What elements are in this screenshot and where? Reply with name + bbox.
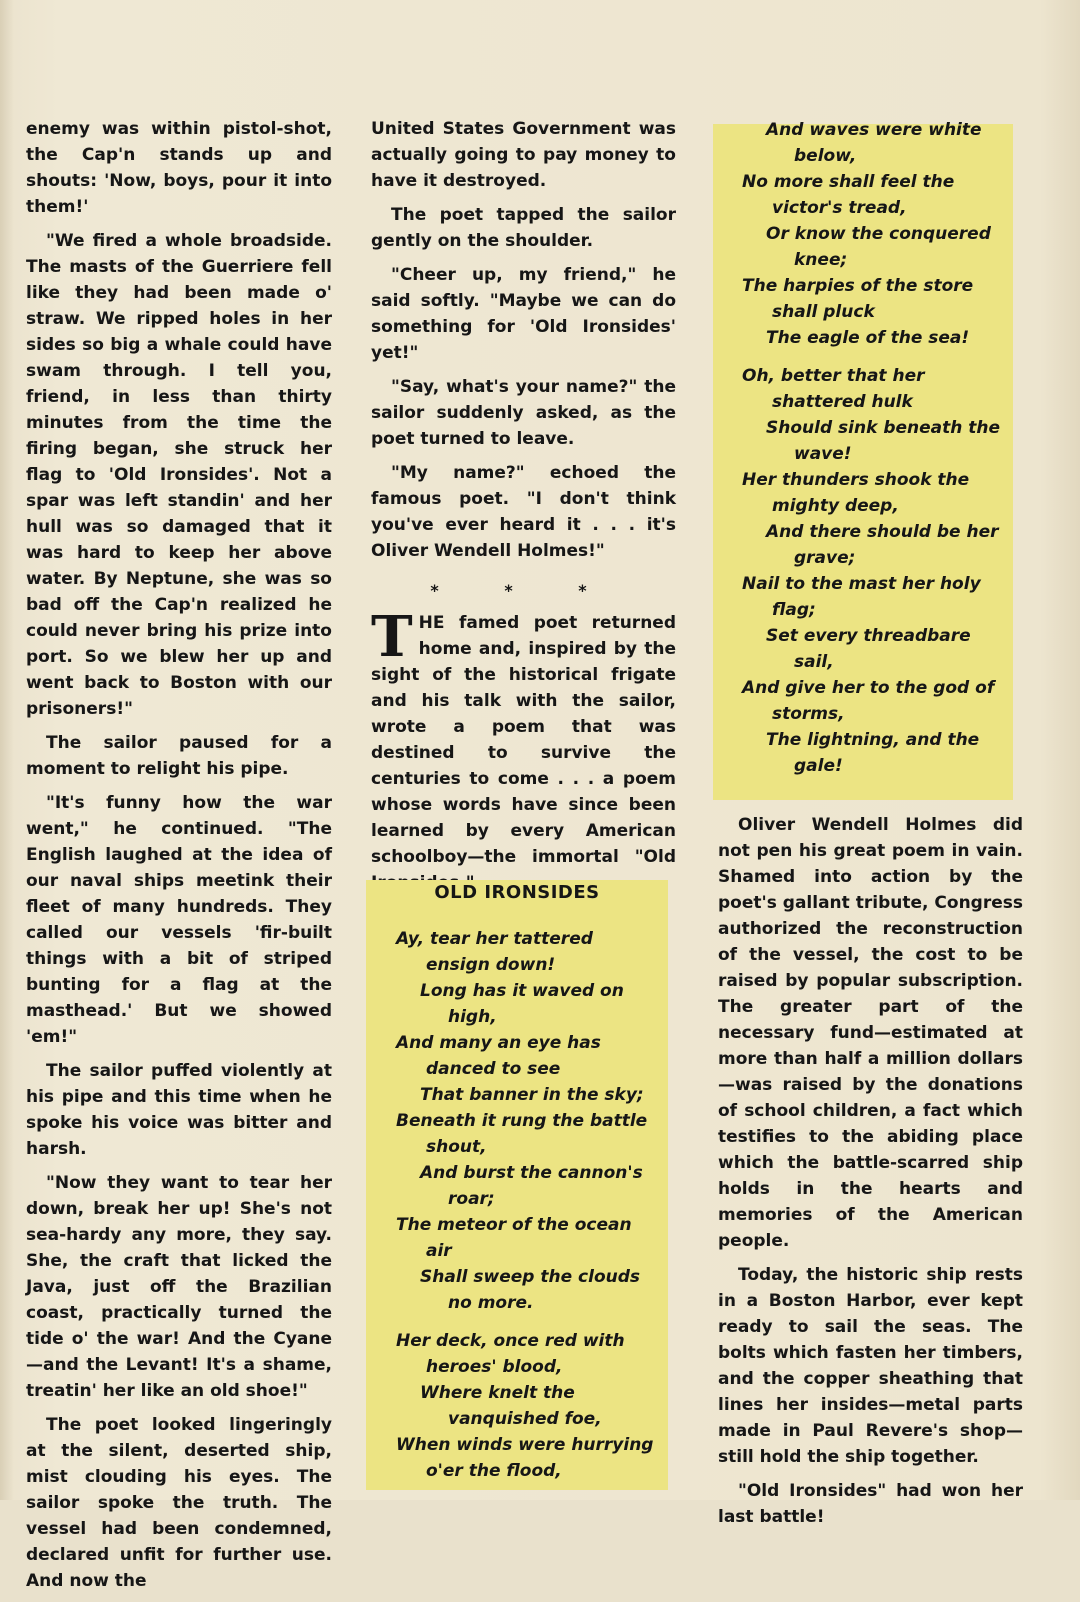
text-column-1 <box>26 116 332 1602</box>
paragraph: Oliver Wendell Holmes did not pen his great poem in vain. Shamed into action by the poet's gallant tribute, Congress authorized the reconstruction of the vessel, the cost to be raised by popular subscription. The greater part of the necessary fund—estimated at more than half a million dollars—was raised by the donations of school children, a fact which testifies to the abiding place which the battle-scarred ship holds in the hearts and memories of the American people. <box>718 815 1023 1251</box>
poem-line: Or know the conquered knee; <box>766 224 991 270</box>
paragraph: "Cheer up, my friend," he said softly. "Maybe we can do something for 'Old Ironsides' yet!" <box>371 265 676 363</box>
section-paragraph-text: HE famed poet returned home and, inspired by the sight of the historical frigate and his talk with the sailor, wrote a poem that was destined to survive the centuries to come . . . a poem whose words have since been learned by every American schoolboy—the immortal "Old <box>371 613 676 867</box>
paragraph: enemy was within pistol-shot, the Cap'n stands up and shouts: 'Now, boys, pour it into them!' <box>26 119 332 217</box>
poem-line: Ay, tear her tattered ensign down! <box>396 929 593 975</box>
poem-stanza-2-continued <box>742 117 1006 351</box>
paragraph: The sailor paused for a moment to relight his pipe. <box>26 733 332 779</box>
poem-stanza-3 <box>742 363 1006 779</box>
poem-line: When winds were hurrying o'er the flood, <box>396 1435 654 1481</box>
poem-line: Oh, better that her shattered hulk <box>742 366 925 412</box>
poem-line: The lightning, and the gale! <box>766 730 980 776</box>
poem-stanza-1 <box>396 926 658 1316</box>
poem-line: Should sink beneath the wave! <box>766 418 1001 464</box>
paragraph: "It's funny how the war went," he continued. "The English laughed at the idea of our naval ships meetink their fleet of many hundreds. They called our vessels 'fir-built things with a bit of striped bunting for a flag at the masthead.' But we showed 'em!" <box>26 793 332 1047</box>
poem-line: Her deck, once red with heroes' blood, <box>396 1331 625 1377</box>
poem-line: Nail to the mast her holy flag; <box>742 574 981 620</box>
paragraph: The poet looked lingeringly at the silent, deserted ship, mist clouding his eyes. The sailor spoke the truth. The vessel had been condemned, declared unfit for further use. And now the <box>26 1415 332 1591</box>
poem-line: Shall sweep the clouds no more. <box>420 1267 641 1313</box>
paragraph: "My name?" echoed the famous poet. "I don't think you've ever heard it . . . it's Oliver Wendell Holmes!" <box>371 463 676 561</box>
poem-line: Long has it waved on high, <box>420 981 624 1027</box>
poem-line: And many an eye has danced to see <box>396 1033 601 1079</box>
poem-line: And waves were white below, <box>766 120 982 166</box>
poem-title: OLD IRONSIDES <box>434 882 600 903</box>
paragraph: The poet tapped the sailor gently on the shoulder. <box>371 205 676 251</box>
text-column-2 <box>371 116 676 904</box>
paragraph: "Say, what's your name?" the sailor suddenly asked, as the poet turned to leave. <box>371 377 676 449</box>
paragraph: United States Government was actually going to pay money to have it destroyed. <box>371 119 676 191</box>
paragraph: "Now they want to tear her down, break her up! She's not sea-hardy any more, they say. She, the craft that licked the Java, just off the Brazilian coast, practically turned the tide o' the war! And the Cyane—and the Levant! It's a shame, treatin' her like an old shoe!" <box>26 1173 332 1401</box>
poem-line: And there should be her grave; <box>766 522 999 568</box>
section-paragraph <box>371 604 676 896</box>
poem-line: Beneath it rung the battle shout, <box>396 1111 648 1157</box>
poem-line: The eagle of the sea! <box>766 328 970 348</box>
poem-stanza-2 <box>396 1328 658 1484</box>
section-separator: * * * <box>430 581 617 600</box>
poem-line: Her thunders shook the mighty deep, <box>742 470 970 516</box>
paragraph: Today, the historic ship rests in a Boston Harbor, ever kept ready to sail the seas. The bolts which fasten her timbers, and the copper sheathing that lines her insides—metal parts made in Paul Revere's shop—still hold the ship together. <box>718 1265 1023 1467</box>
poem-part-2 <box>742 117 1006 791</box>
poem-line: And give her to the god of storms, <box>742 678 995 724</box>
poem-part-1 <box>396 926 658 1496</box>
paragraph: "Old Ironsides" had won her last battle! <box>718 1481 1023 1527</box>
drop-cap: T <box>371 604 413 670</box>
poem-line: Set every threadbare sail, <box>766 626 971 672</box>
poem-line: The meteor of the ocean air <box>396 1215 632 1261</box>
poem-line: The harpies of the store shall pluck <box>742 276 974 322</box>
poem-line: And burst the cannon's roar; <box>420 1163 643 1209</box>
paragraph: "We fired a whole broadside. The masts of the Guerriere fell like they had been made o' straw. We ripped holes in her sides so big a whale could have swam through. I tell you, friend, in less than thirty minutes from the time the firing began, she struck her flag to 'Old Ironsides'. Not a spar was left standin' and her hull was so damaged that it was hard to keep her above water. By Neptune, she was so bad off the Cap'n realized he could never bring his prize into port. So we blew her up and went back to Boston with our prisoners!" <box>26 231 332 719</box>
paragraph: The sailor puffed violently at his pipe and this time when he spoke his voice was bitter and harsh. <box>26 1061 332 1159</box>
poem-line: No more shall feel the victor's tread, <box>742 172 955 218</box>
text-column-3 <box>718 812 1023 1538</box>
poem-line: Where knelt the vanquished foe, <box>420 1383 602 1429</box>
poem-line: That banner in the sky; <box>420 1085 644 1105</box>
